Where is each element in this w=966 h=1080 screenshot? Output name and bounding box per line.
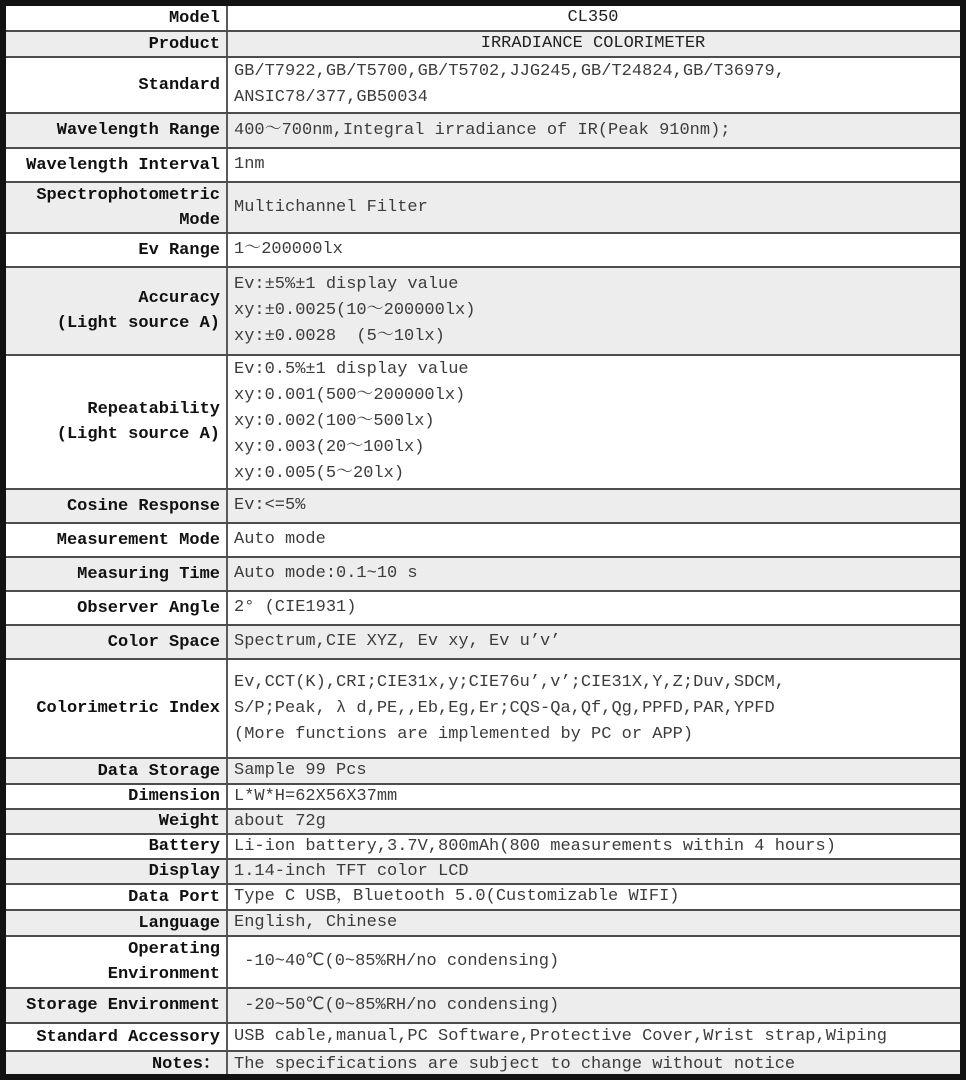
row-value: about 72g xyxy=(234,811,326,831)
row-value: USB cable,manual,PC Software,Protective Cover,Wrist strap,Wiping xyxy=(234,1027,887,1046)
row-value: Ev,CCT(K),CRI;CIE31x,y;CIE76u’,v’;CIE31X,Y,Z;Duv,SDCM, xyxy=(234,672,785,692)
table-row xyxy=(6,626,960,660)
row-label: Observer Angle xyxy=(77,598,220,618)
row-value: ANSIC78/377,GB50034 xyxy=(234,88,428,107)
row-label-cell xyxy=(6,183,228,232)
row-label-cell xyxy=(6,234,228,266)
row-value: 1.14-inch TFT color LCD xyxy=(234,861,469,881)
row-label-cell xyxy=(6,911,228,935)
table-row xyxy=(6,234,960,268)
row-value: -10~40℃(0~85%RH/no condensing) xyxy=(234,952,560,971)
row-value-cell xyxy=(228,524,960,556)
row-value-cell xyxy=(228,6,960,30)
row-value: Ev:<=5% xyxy=(234,496,306,515)
row-label-cell xyxy=(6,58,228,112)
row-value: Sample 99 Pcs xyxy=(234,761,367,780)
row-value: CL350 xyxy=(567,8,619,27)
row-label-cell xyxy=(6,149,228,181)
row-label-cell xyxy=(6,1024,228,1050)
row-value: xy:0.003(20～100lx) xyxy=(234,438,425,457)
row-label-cell xyxy=(6,524,228,556)
row-label-cell xyxy=(6,356,228,488)
table-row xyxy=(6,490,960,524)
row-label-cell xyxy=(6,759,228,783)
row-value: 400～700nm,Integral irradiance of IR(Peak 910nm); xyxy=(234,120,731,140)
row-label: Color Space xyxy=(107,632,220,652)
row-value: The specifications are subject to change without notice xyxy=(234,1054,796,1074)
row-label: Environment xyxy=(107,965,220,984)
row-label: Data Storage xyxy=(97,761,220,781)
table-row xyxy=(6,6,960,32)
row-label-cell xyxy=(6,860,228,883)
table-row xyxy=(6,759,960,785)
row-label: Wavelength Range xyxy=(56,121,220,140)
row-value: 1nm xyxy=(234,155,265,174)
row-value: L*W*H=62X56X37mm xyxy=(234,786,398,806)
row-label: Data Port xyxy=(128,887,220,907)
row-label: Wavelength Interval xyxy=(26,155,220,175)
row-value: Type C USB，Bluetooth 5.0(Customizable WIFI) xyxy=(234,887,680,906)
row-label: Spectrophotometric xyxy=(36,185,220,205)
row-value-cell xyxy=(228,885,960,909)
row-value-cell xyxy=(228,592,960,624)
table-row xyxy=(6,1052,960,1077)
row-label-cell xyxy=(6,592,228,624)
row-value: Ev:0.5%±1 display value xyxy=(234,360,469,379)
row-value: IRRADIANCE COLORIMETER xyxy=(480,34,706,53)
row-value-cell xyxy=(228,356,960,488)
row-label-cell xyxy=(6,835,228,858)
table-row xyxy=(6,810,960,835)
row-value-cell xyxy=(228,490,960,522)
row-value-cell xyxy=(228,58,960,112)
row-value: 1～200000lx xyxy=(234,240,343,259)
row-label-cell xyxy=(6,268,228,354)
row-label: Ev Range xyxy=(138,240,220,260)
row-value-cell xyxy=(228,626,960,658)
row-label: Mode xyxy=(179,210,220,230)
row-value-cell xyxy=(228,1024,960,1050)
row-label: Standard Accessory xyxy=(36,1027,220,1047)
row-label: Notes： xyxy=(151,1055,220,1074)
row-value: xy:0.005(5～20lx) xyxy=(234,464,405,483)
row-value-cell xyxy=(228,989,960,1022)
row-label-cell xyxy=(6,660,228,757)
row-value: Li-ion battery,3.7V,800mAh(800 measurements within 4 hours) xyxy=(234,836,836,856)
table-row xyxy=(6,356,960,490)
row-value: xy:±0.0028 (5～10lx) xyxy=(234,327,445,346)
row-label: Standard xyxy=(138,75,220,95)
row-label: Colorimetric Index xyxy=(36,699,220,718)
row-label-cell xyxy=(6,810,228,833)
row-value-cell xyxy=(228,1052,960,1077)
table-row xyxy=(6,660,960,759)
row-label-cell xyxy=(6,6,228,30)
row-value-cell xyxy=(228,911,960,935)
row-label: Weight xyxy=(158,812,220,831)
row-value-cell xyxy=(228,268,960,354)
table-row xyxy=(6,1024,960,1052)
row-value-cell xyxy=(228,183,960,232)
row-value-cell xyxy=(228,660,960,757)
row-value: English, Chinese xyxy=(234,913,398,932)
row-label-cell xyxy=(6,32,228,56)
row-label: Language xyxy=(138,913,220,933)
row-label-cell xyxy=(6,885,228,909)
row-value: Auto mode:0.1~10 s xyxy=(234,564,418,583)
row-label: Measuring Time xyxy=(77,564,220,584)
row-label: Cosine Response xyxy=(66,496,220,516)
table-row xyxy=(6,937,960,989)
row-value-cell xyxy=(228,234,960,266)
table-row xyxy=(6,524,960,558)
table-row xyxy=(6,989,960,1024)
row-value: Multichannel Filter xyxy=(234,197,428,217)
row-value-cell xyxy=(228,558,960,590)
row-label: Model xyxy=(168,8,220,28)
row-label: Battery xyxy=(148,837,220,856)
table-row xyxy=(6,149,960,183)
row-label-cell xyxy=(6,785,228,808)
row-value: xy:0.002(100～500lx) xyxy=(234,412,435,431)
table-row xyxy=(6,885,960,911)
row-label-cell xyxy=(6,937,228,987)
row-value: Auto mode xyxy=(234,530,326,549)
row-value-cell xyxy=(228,32,960,56)
row-label: Repeatability xyxy=(87,400,220,419)
row-label-cell xyxy=(6,1052,228,1077)
row-value-cell xyxy=(228,835,960,858)
row-value: xy:0.001(500～200000lx) xyxy=(234,386,466,405)
row-label-cell xyxy=(6,114,228,147)
row-label-cell xyxy=(6,989,228,1022)
row-value: 2° (CIE1931) xyxy=(234,598,357,617)
table-row xyxy=(6,268,960,356)
table-row xyxy=(6,911,960,937)
row-value-cell xyxy=(228,114,960,147)
row-label: (Light source A) xyxy=(56,314,220,333)
table-row xyxy=(6,558,960,592)
table-row xyxy=(6,860,960,885)
table-row xyxy=(6,592,960,626)
row-label: Dimension xyxy=(128,787,220,806)
row-value-cell xyxy=(228,149,960,181)
row-value: GB/T7922,GB/T5700,GB/T5702,JJG245,GB/T24824,GB/T36979, xyxy=(234,62,785,81)
row-label-cell xyxy=(6,490,228,522)
row-value-cell xyxy=(228,860,960,883)
table-row xyxy=(6,183,960,234)
row-label: Product xyxy=(148,34,220,54)
row-label-cell xyxy=(6,558,228,590)
row-value: Ev:±5%±1 display value xyxy=(234,275,459,294)
row-value-cell xyxy=(228,785,960,808)
row-value-cell xyxy=(228,937,960,987)
row-value: Spectrum,CIE XYZ, Ev xy, Ev u’v’ xyxy=(234,632,561,651)
row-label: Accuracy xyxy=(138,289,220,308)
table-row xyxy=(6,835,960,860)
table-row xyxy=(6,32,960,58)
row-value: S/P;Peak, λ d,PE,,Eb,Eg,Er;CQS-Qa,Qf,Qg,PPFD,PAR,YPFD xyxy=(234,698,775,718)
row-label: Display xyxy=(148,862,220,881)
table-row xyxy=(6,58,960,114)
row-value-cell xyxy=(228,759,960,783)
row-value-cell xyxy=(228,810,960,833)
table-row xyxy=(6,114,960,149)
row-value: (More functions are implemented by PC or APP) xyxy=(234,724,694,744)
row-label: Storage Environment xyxy=(26,996,220,1015)
row-label-cell xyxy=(6,626,228,658)
row-label: (Light source A) xyxy=(56,425,220,444)
table-row xyxy=(6,785,960,810)
row-value: xy:±0.0025(10～200000lx) xyxy=(234,301,476,320)
row-value: -20~50℃(0~85%RH/no condensing) xyxy=(234,995,560,1015)
row-label: Measurement Mode xyxy=(56,530,220,550)
row-label: Operating xyxy=(128,940,220,959)
